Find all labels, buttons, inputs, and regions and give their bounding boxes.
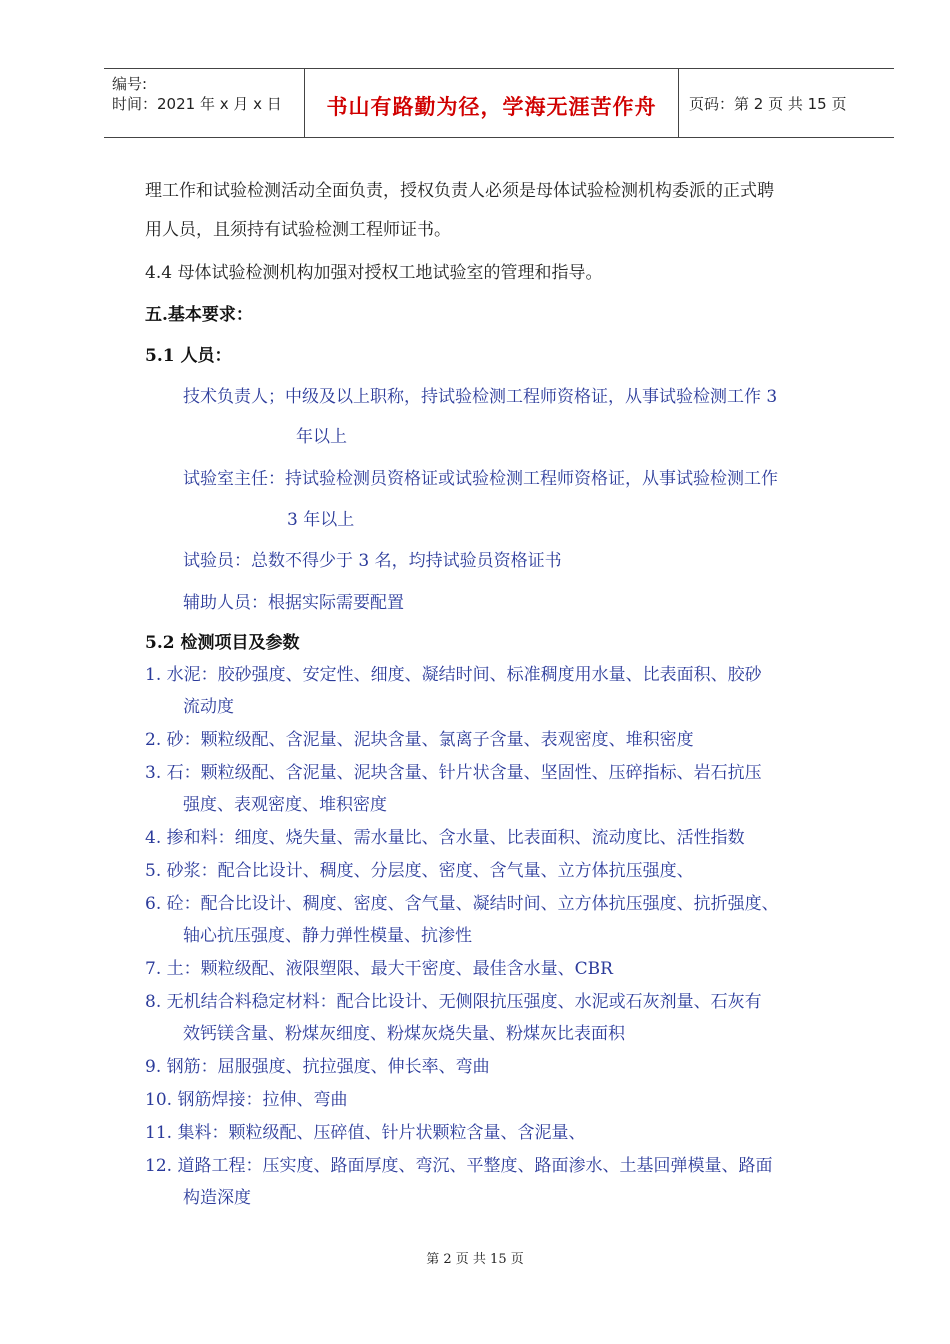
header-motto-cell — [305, 69, 679, 137]
page-footer: 第 2 页 共 15 页 — [426, 1252, 524, 1267]
list-item-cont: 轴心抗压强度、静力弹性模量、抗渗性 — [183, 926, 472, 946]
section-heading-5: 五.基本要求： — [145, 305, 253, 325]
list-item: 7. 土：颗粒级配、液限塑限、最大干密度、最佳含水量、CBR — [145, 959, 613, 979]
list-item: 6. 砼：配合比设计、稠度、密度、含气量、凝结时间、立方体抗压强度、抗折强度、 — [145, 894, 779, 914]
list-item: 10. 钢筋焊接：拉伸、弯曲 — [145, 1090, 348, 1110]
tester-requirement: 试验员：总数不得少于 3 名，均持试验员资格证书 — [183, 551, 562, 571]
lab-director-requirement-cont: 3 年以上 — [287, 510, 355, 530]
list-item: 12. 道路工程：压实度、路面厚度、弯沉、平整度、路面渗水、土基回弹模量、路面 — [145, 1156, 773, 1176]
tech-lead-requirement-cont: 年以上 — [296, 427, 347, 447]
time-label: 时间：2021 年 x 月 x 日 — [112, 95, 282, 113]
motto-text: 书山有路勤为径，学海无涯苦作舟 — [326, 95, 657, 119]
list-item: 9. 钢筋：屈服强度、抗拉强度、伸长率、弯曲 — [145, 1057, 490, 1077]
list-item: 11. 集料：颗粒级配、压碎值、针片状颗粒含量、含泥量、 — [145, 1123, 586, 1143]
paragraph-4-4: 4.4 母体试验检测机构加强对授权工地试验室的管理和指导。 — [145, 263, 603, 283]
list-item-cont: 流动度 — [183, 697, 234, 717]
list-item-cont: 强度、表观密度、堆积密度 — [183, 795, 387, 815]
header-meta-cell — [104, 69, 305, 137]
header-page-cell — [679, 69, 894, 137]
lab-director-requirement: 试验室主任：持试验检测员资格证或试验检测工程师资格证，从事试验检测工作 — [183, 469, 778, 489]
page-code: 页码：第 2 页 共 15 页 — [689, 95, 847, 113]
number-label: 编号: — [112, 75, 148, 93]
paragraph-line: 理工作和试验检测活动全面负责，授权负责人必须是母体试验检测机构委派的正式聘 — [145, 181, 774, 201]
list-item: 8. 无机结合料稳定材料：配合比设计、无侧限抗压强度、水泥或石灰剂量、石灰有 — [145, 992, 762, 1012]
page-header — [104, 68, 894, 138]
list-item: 2. 砂：颗粒级配、含泥量、泥块含量、氯离子含量、表观密度、堆积密度 — [145, 730, 694, 750]
list-item: 5. 砂浆：配合比设计、稠度、分层度、密度、含气量、立方体抗压强度、 — [145, 861, 694, 881]
list-item: 3. 石：颗粒级配、含泥量、泥块含量、针片状含量、坚固性、压碎指标、岩石抗压 — [145, 763, 762, 783]
subsection-heading-5-2: 5.2 检测项目及参数 — [145, 633, 300, 653]
list-item: 1. 水泥：胶砂强度、安定性、细度、凝结时间、标准稠度用水量、比表面积、胶砂 — [145, 665, 762, 685]
paragraph-line: 用人员，且须持有试验检测工程师证书。 — [145, 220, 451, 240]
assistant-requirement: 辅助人员：根据实际需要配置 — [183, 593, 404, 613]
subsection-heading-5-1: 5.1 人员： — [145, 346, 232, 366]
tech-lead-requirement: 技术负责人；中级及以上职称，持试验检测工程师资格证，从事试验检测工作 3 — [183, 387, 778, 407]
list-item: 4. 掺和料：细度、烧失量、需水量比、含水量、比表面积、流动度比、活性指数 — [145, 828, 745, 848]
list-item-cont: 效钙镁含量、粉煤灰细度、粉煤灰烧失量、粉煤灰比表面积 — [183, 1024, 625, 1044]
list-item-cont: 构造深度 — [183, 1188, 251, 1208]
